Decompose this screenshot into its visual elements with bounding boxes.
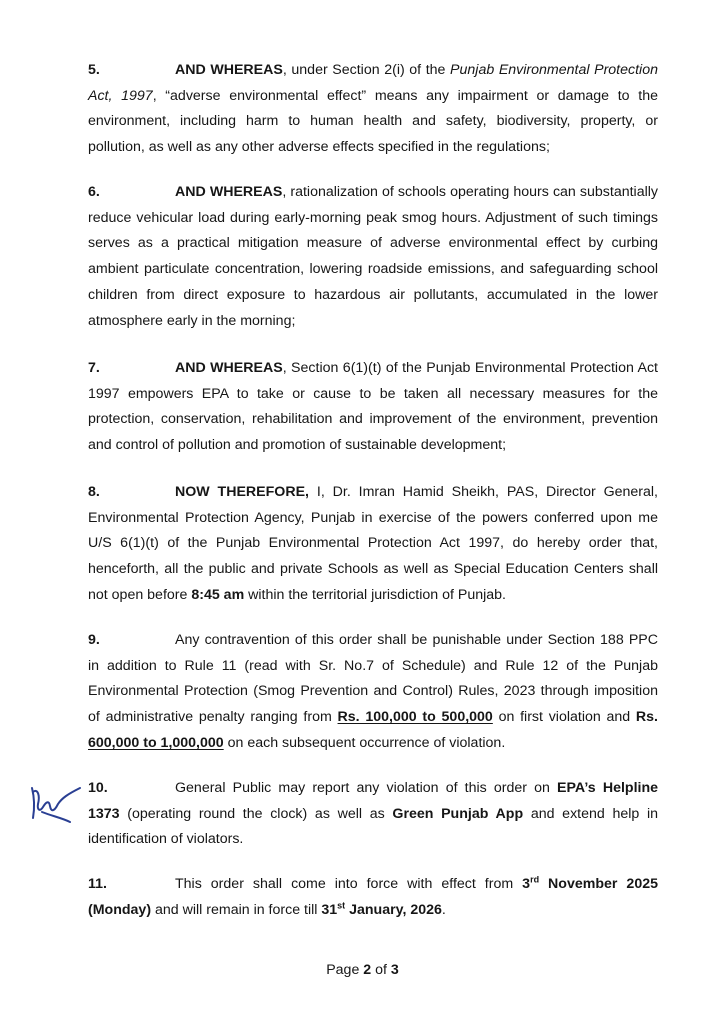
paragraph-7	[88, 356, 658, 459]
penalty-first-violation: Rs. 100,000 to 500,000	[337, 709, 493, 726]
paragraph-text: I, Dr. Imran Hamid Sheikh, PAS, Director General, Environmental Protection Agency, Punjab in exercise of the powers conferred upon me U/S 6(1)(t) of the Punjab Environmental Protection Act 1997, do hereby order that, henceforth, all the public and private Schools as well as Special Education Centers shall not open before	[88, 484, 658, 603]
paragraph-11	[88, 872, 658, 923]
helpline: EPA’s Helpline 1373	[88, 780, 659, 822]
paragraph-text: on each subsequent occurrence of violation.	[223, 734, 506, 751]
paragraph-text: , rationalization of schools operating hours can substantially reduce vehicular load during early-morning peak smog hours. Adjustment of such timings serves as a practical mitigation measure of adverse environmental effect by curbing ambient particulate concentration, lowering roadside emissions, and safeguarding school children from direct exposure to hazardous air pollutants, accumulated in the lower atmosphere early in the morning;	[88, 184, 658, 329]
paragraph-number: 5.	[88, 62, 100, 78]
paragraph-number: 10.	[88, 780, 108, 796]
paragraph-text: and will remain in force till	[151, 901, 322, 918]
start-date: 3rd November 2025 (Monday)	[88, 874, 658, 918]
paragraph-lead: NOW THEREFORE,	[175, 484, 309, 500]
paragraph-9	[88, 628, 658, 757]
paragraph-text: Any contravention of this order shall be punishable under Section 188 PPC in addition to Rule 11 (read with Sr. No.7 of Schedule) and Rule 12 of the Punjab Environmental Protection (Smog Prevention and Control) Rules, 2023 through imposition of administrative penalty ranging from	[88, 632, 658, 726]
paragraph-text: , Section 6(1)(t) of the Punjab Environmental Protection Act 1997 empowers EPA to take or cause to be taken all necessary measures for the protection, conservation, rehabilitation and improvement of the environment, prevention and control of pollution and promotion of sustainable development;	[88, 360, 658, 454]
paragraph-5	[88, 58, 658, 161]
paragraph-text: General Public may report any violation of this order on	[175, 780, 558, 796]
paragraph-lead: AND WHEREAS	[175, 184, 283, 200]
paragraph-text: This order shall come into force with effect from	[175, 876, 523, 892]
paragraph-text: , “adverse environmental effect” means any impairment or damage to the environment, including harm to human health and safety, biodiversity, property, or pollution, as well as any other adverse effects specified in the regulations;	[88, 87, 658, 156]
opening-time: 8:45 am	[191, 586, 245, 603]
paragraph-text: (operating round the clock) as well as	[119, 805, 393, 822]
penalty-prefix: Rs.	[635, 709, 658, 726]
act-title: Punjab Environmental Protection Act, 1997	[88, 62, 658, 104]
paragraph-number: 7.	[88, 360, 100, 376]
current-page: 2	[363, 962, 372, 978]
paragraph-number: 6.	[88, 184, 100, 200]
paragraph-text: and extend help in identification of violators.	[88, 805, 659, 848]
page-number-footer: Page 2 of 3	[326, 962, 399, 978]
penalty-subsequent-violation: 600,000 to 1,000,000	[88, 734, 224, 751]
paragraph-8	[88, 480, 658, 609]
paragraph-10	[88, 776, 658, 853]
paragraph-number: 9.	[88, 632, 100, 648]
paragraph-text: within the territorial jurisdiction of Punjab.	[244, 586, 506, 603]
paragraph-text: , under Section 2(i) of the	[282, 62, 451, 78]
handwritten-initials-mark	[22, 782, 88, 832]
total-pages: 3	[390, 962, 399, 978]
paragraph-number: 8.	[88, 484, 100, 500]
end-date: 31st January, 2026	[321, 899, 442, 918]
paragraph-6	[88, 180, 658, 334]
paragraph-lead: AND WHEREAS	[175, 62, 283, 78]
paragraph-lead: AND WHEREAS	[175, 360, 283, 376]
app-name: Green Punjab App	[392, 805, 524, 822]
paragraph-text: on first violation and	[492, 709, 636, 726]
paragraph-number: 11.	[88, 876, 107, 892]
paragraph-text: .	[441, 901, 446, 918]
